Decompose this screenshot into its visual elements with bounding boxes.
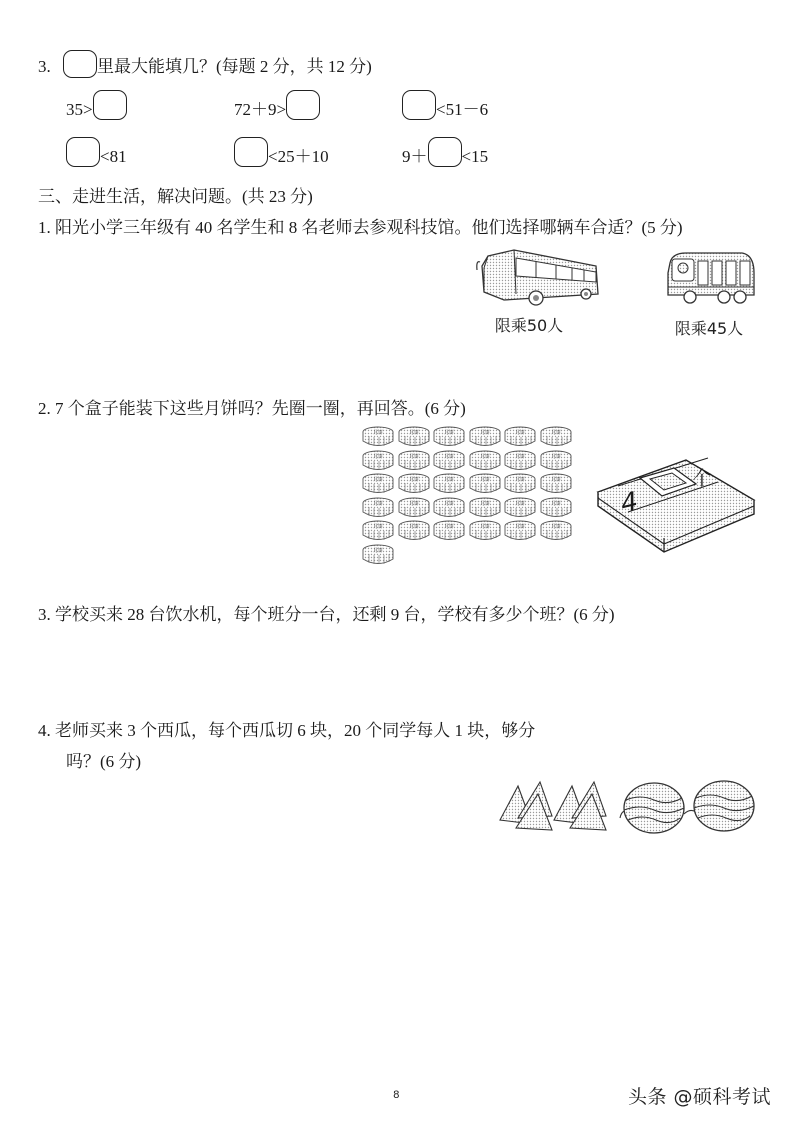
mooncake-box-icon [588, 448, 768, 558]
question-number: 3. [38, 57, 51, 76]
inequality-item-2 [234, 90, 320, 120]
inequality-item-6 [402, 137, 488, 167]
svg-text:月饼: 月饼 [550, 500, 561, 507]
question-prompt: 里最大能填几？(每题 2 分，共 12 分) [97, 57, 372, 76]
vehicle-capacity-label: 限乘50人 [494, 316, 564, 335]
inequality-item-4 [66, 137, 127, 167]
mooncake-icon [539, 426, 573, 449]
vehicle-capacity-label: 限乘45人 [674, 319, 744, 338]
question-number: 4. [38, 721, 51, 740]
mooncake-icon [397, 450, 431, 473]
expr-text: <81 [100, 147, 127, 166]
mooncake-icon [361, 520, 395, 543]
whole-watermelon-icon [684, 781, 754, 831]
question-text: 学校买来 28 台饮水机，每个班分一台，还剩 9 台，学校有多少个班？(6 分) [55, 605, 615, 624]
mooncake-icon [361, 544, 395, 567]
svg-text:月饼: 月饼 [372, 430, 384, 436]
svg-text:月饼: 月饼 [550, 477, 561, 483]
svg-text:月饼: 月饼 [443, 477, 455, 483]
svg-text:月饼: 月饼 [479, 477, 490, 483]
watermelon-slices-icon [500, 782, 552, 830]
mooncake-icon [468, 473, 502, 496]
expr-text: <15 [461, 147, 489, 166]
svg-text:月饼: 月饼 [479, 500, 490, 507]
answer-box[interactable] [234, 137, 268, 167]
mooncake-icon [503, 520, 537, 543]
svg-text:月饼: 月饼 [408, 430, 419, 436]
section-heading: 三、走进生活，解决问题。(共 23 分) [38, 187, 313, 206]
inequality-item-5 [234, 137, 329, 167]
svg-text:月饼: 月饼 [514, 500, 526, 507]
small-bus-icon [664, 249, 758, 307]
question-4 [38, 720, 535, 742]
large-bus-icon [474, 246, 602, 308]
mooncake-icon [468, 426, 502, 449]
expr-text: 35> [66, 100, 93, 119]
answer-box[interactable] [286, 90, 320, 120]
expr-text: 72＋9> [234, 100, 287, 119]
answer-box-example [63, 50, 97, 78]
mooncake-box [588, 448, 768, 563]
mooncake-icon [468, 520, 502, 543]
mooncake-icon [432, 497, 466, 520]
svg-text:月饼: 月饼 [443, 453, 455, 460]
fill-max-question [38, 50, 372, 78]
svg-text:月饼: 月饼 [550, 430, 561, 436]
vehicle-option-large-bus [474, 246, 604, 336]
mooncake-icon [397, 497, 431, 520]
question-text: 阳光小学三年级有 40 名学生和 8 名老师去参观科技馆。他们选择哪辆车合适？(5 分) [55, 218, 683, 237]
watermark: 头条 @硕科考试 [628, 1086, 772, 1108]
svg-text:月饼: 月饼 [479, 524, 490, 530]
svg-text:月饼: 月饼 [443, 430, 455, 436]
svg-text:月饼: 月饼 [372, 453, 384, 460]
mooncake-icon [432, 426, 466, 449]
question-3 [38, 604, 615, 626]
svg-text:月饼: 月饼 [514, 430, 526, 436]
mooncake-icon [432, 450, 466, 473]
mooncake-icon [539, 450, 573, 473]
mooncake-icon [539, 520, 573, 543]
expr-text: 9＋ [402, 147, 428, 166]
svg-text:月饼: 月饼 [372, 500, 384, 507]
mooncake-icon [503, 497, 537, 520]
question-4-continued: 吗？(6 分) [66, 752, 142, 771]
answer-box[interactable] [428, 137, 462, 167]
mooncake-icon [468, 450, 502, 473]
mooncake-icon [432, 520, 466, 543]
question-number: 3. [38, 605, 51, 624]
svg-text:月饼: 月饼 [443, 500, 455, 507]
question-number: 2. [38, 399, 51, 418]
question-text: 老师买来 3 个西瓜，每个西瓜切 6 块，20 个同学每人 1 块，够分 [55, 721, 536, 740]
svg-text:月饼: 月饼 [408, 500, 419, 507]
mooncake-icon [503, 450, 537, 473]
mooncake-icon [432, 473, 466, 496]
whole-watermelon-icon [620, 783, 684, 833]
inequality-item-1 [66, 90, 127, 120]
mooncake-icon [539, 497, 573, 520]
mooncake-icon [397, 473, 431, 496]
mooncake-icon [503, 473, 537, 496]
svg-text:月饼: 月饼 [443, 524, 455, 530]
svg-text:月饼: 月饼 [479, 453, 490, 460]
mooncake-icon [361, 497, 395, 520]
page-number: 8 [393, 1090, 400, 1102]
svg-text:月饼: 月饼 [372, 547, 384, 554]
answer-box[interactable] [402, 90, 436, 120]
question-text: 7 个盒子能装下这些月饼吗？先圈一圈，再回答。(6 分) [55, 399, 466, 418]
svg-text:月饼: 月饼 [550, 453, 561, 460]
expr-text: <51－6 [436, 100, 489, 119]
mooncake-icon [361, 450, 395, 473]
answer-box[interactable] [93, 90, 127, 120]
inequality-item-3 [402, 90, 488, 120]
svg-text:月饼: 月饼 [408, 477, 419, 483]
watermelon-slices-icon [554, 782, 606, 830]
svg-text:月饼: 月饼 [372, 524, 384, 530]
watermelon-illustration [496, 778, 766, 843]
mooncake-icon [539, 473, 573, 496]
mooncake-grid [361, 426, 573, 567]
mooncake-icon [503, 426, 537, 449]
question-number: 1. [38, 218, 51, 237]
box-label-number: 4 [621, 485, 638, 521]
box-label-unit: 个 [692, 463, 712, 493]
svg-text:月饼: 月饼 [479, 430, 490, 436]
svg-text:月饼: 月饼 [372, 477, 384, 483]
mooncake-icon [468, 497, 502, 520]
answer-box[interactable] [66, 137, 100, 167]
svg-text:月饼: 月饼 [514, 453, 526, 460]
question-2 [38, 398, 466, 420]
svg-text:月饼: 月饼 [514, 524, 526, 530]
mooncake-icon [397, 426, 431, 449]
mooncake-icon [397, 520, 431, 543]
mooncake-icon [361, 426, 395, 449]
svg-text:月饼: 月饼 [550, 524, 561, 530]
expr-text: <25＋10 [268, 147, 329, 166]
svg-text:月饼: 月饼 [514, 477, 526, 483]
mooncake-icon [361, 473, 395, 496]
svg-text:月饼: 月饼 [408, 453, 419, 460]
vehicle-option-small-bus [664, 249, 764, 339]
question-1 [38, 217, 683, 239]
svg-text:月饼: 月饼 [408, 524, 419, 530]
